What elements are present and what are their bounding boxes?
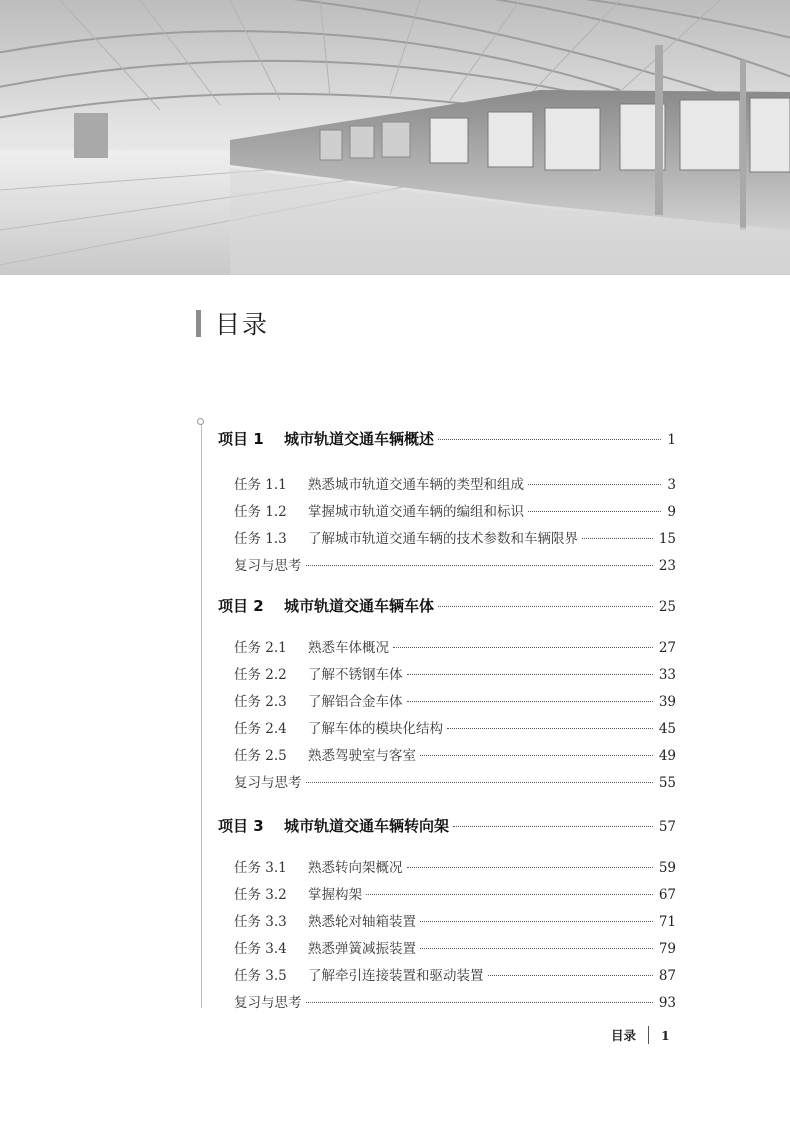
toc-task-entry[interactable] (218, 991, 676, 1011)
toc-entry-title: 城市轨道交通车辆车体 (284, 597, 435, 615)
toc-entry-number: 任务 2.3 (234, 694, 287, 710)
toc-entry-title: 了解城市轨道交通车辆的技术参数和车辆限界 (308, 531, 578, 547)
toc-dot-leader (407, 867, 653, 868)
toc-task-entry[interactable] (218, 527, 676, 547)
toc-page-number: 93 (658, 995, 676, 1011)
toc-entry-title: 复习与思考 (234, 558, 302, 574)
toc-page-number: 49 (658, 748, 676, 764)
page-title: 目录 (215, 310, 270, 339)
toc-dot-leader (420, 755, 653, 756)
toc-dot-leader (366, 894, 653, 895)
toc-entry-number: 项目 3 (218, 817, 264, 835)
toc-entry-title: 熟悉转向架概况 (308, 860, 403, 876)
toc-dot-leader (582, 538, 653, 539)
toc-dot-leader (306, 565, 653, 566)
heading-accent-bar (196, 310, 201, 337)
toc-task-entry[interactable] (218, 856, 676, 876)
toc-task-entry[interactable] (218, 937, 676, 957)
toc-entry-title: 复习与思考 (234, 995, 302, 1011)
toc-dot-leader (528, 511, 661, 512)
toc-dot-leader (306, 1002, 653, 1003)
toc-entry-number: 任务 3.2 (234, 887, 287, 903)
toc-entry-number: 任务 3.4 (234, 941, 287, 957)
toc-heading (196, 308, 269, 338)
header-photo-metro-station (0, 0, 790, 275)
toc-page-number: 9 (667, 504, 676, 520)
toc-entry-title: 熟悉城市轨道交通车辆的类型和组成 (308, 477, 524, 493)
toc-task-entry[interactable] (218, 663, 676, 683)
toc-dot-leader (447, 728, 653, 729)
toc-page-number: 79 (658, 941, 676, 957)
toc-entry-number: 任务 2.2 (234, 667, 287, 683)
toc-dot-leader (438, 439, 661, 440)
toc-project-entry[interactable] (218, 815, 676, 836)
toc-page-number: 71 (658, 914, 676, 930)
toc-task-entry[interactable] (218, 717, 676, 737)
toc-dot-leader (420, 921, 653, 922)
toc-entry-number: 项目 2 (218, 597, 264, 615)
toc-dot-leader (407, 701, 653, 702)
toc-page-number: 39 (658, 694, 676, 710)
toc-entry-title: 了解不锈钢车体 (308, 667, 403, 683)
toc-dot-leader (438, 606, 653, 607)
toc-page-number: 25 (658, 599, 676, 615)
toc-entry-title: 熟悉车体概况 (308, 640, 389, 656)
toc-entry-title: 了解牵引连接装置和驱动装置 (308, 968, 484, 984)
toc-entry-title: 了解车体的模块化结构 (308, 721, 443, 737)
toc-dot-leader (528, 484, 661, 485)
toc-dot-leader (306, 782, 653, 783)
toc-ring-marker (197, 418, 204, 425)
toc-page-number: 55 (658, 775, 676, 791)
toc-dot-leader (393, 647, 653, 648)
toc-page-number: 33 (658, 667, 676, 683)
toc-task-entry[interactable] (218, 690, 676, 710)
toc-page-number: 87 (658, 968, 676, 984)
toc-page-number: 59 (658, 860, 676, 876)
toc-entry-title: 城市轨道交通车辆转向架 (284, 817, 450, 835)
toc-project-entry[interactable] (218, 595, 676, 616)
toc-page-number: 1 (667, 432, 676, 448)
toc-task-entry[interactable] (218, 910, 676, 930)
footer-divider (648, 1026, 649, 1044)
toc-entry-title: 熟悉弹簧减振装置 (308, 941, 416, 957)
metro-station-illustration (0, 0, 790, 275)
toc-entry-title: 熟悉驾驶室与客室 (308, 748, 416, 764)
toc-entry-number: 任务 3.3 (234, 914, 287, 930)
toc-task-entry[interactable] (218, 473, 676, 493)
toc-entry-title: 掌握城市轨道交通车辆的编组和标识 (308, 504, 524, 520)
toc-entry-number: 任务 1.1 (234, 477, 287, 493)
toc-entry-number: 任务 2.4 (234, 721, 287, 737)
toc-vertical-rule (201, 424, 202, 1008)
toc-entry-title: 熟悉轮对轴箱装置 (308, 914, 416, 930)
toc-task-entry[interactable] (218, 554, 676, 574)
toc-entry-number: 项目 1 (218, 430, 264, 448)
toc-task-entry[interactable] (218, 744, 676, 764)
toc-entry-number: 任务 2.1 (234, 640, 287, 656)
toc-entry-number: 任务 1.3 (234, 531, 287, 547)
toc-page-number: 23 (658, 558, 676, 574)
toc-entry-number: 任务 2.5 (234, 748, 287, 764)
toc-page-number: 15 (658, 531, 676, 547)
page-footer (611, 1025, 670, 1045)
toc-task-entry[interactable] (218, 964, 676, 984)
toc-page-number: 45 (658, 721, 676, 737)
toc-page-number: 57 (658, 819, 676, 835)
toc-entry-number: 任务 3.5 (234, 968, 287, 984)
toc-page-number: 3 (667, 477, 676, 493)
toc-task-entry[interactable] (218, 500, 676, 520)
toc-entry-number: 任务 1.2 (234, 504, 287, 520)
toc-page-number: 27 (658, 640, 676, 656)
toc-dot-leader (453, 826, 653, 827)
toc-entry-title: 复习与思考 (234, 775, 302, 791)
toc-project-entry[interactable] (218, 428, 676, 449)
toc-dot-leader (407, 674, 653, 675)
toc-dot-leader (488, 975, 653, 976)
toc-task-entry[interactable] (218, 636, 676, 656)
toc-task-entry[interactable] (218, 883, 676, 903)
toc-entry-title: 掌握构架 (308, 887, 362, 903)
toc-dot-leader (420, 948, 653, 949)
footer-section-label: 目录 (611, 1028, 637, 1043)
toc-entry-number: 任务 3.1 (234, 860, 287, 876)
toc-task-entry[interactable] (218, 771, 676, 791)
toc-entry-title: 了解铝合金车体 (308, 694, 403, 710)
toc-entry-title: 城市轨道交通车辆概述 (284, 430, 435, 448)
footer-page-number: 1 (661, 1027, 670, 1043)
toc-page-number: 67 (658, 887, 676, 903)
